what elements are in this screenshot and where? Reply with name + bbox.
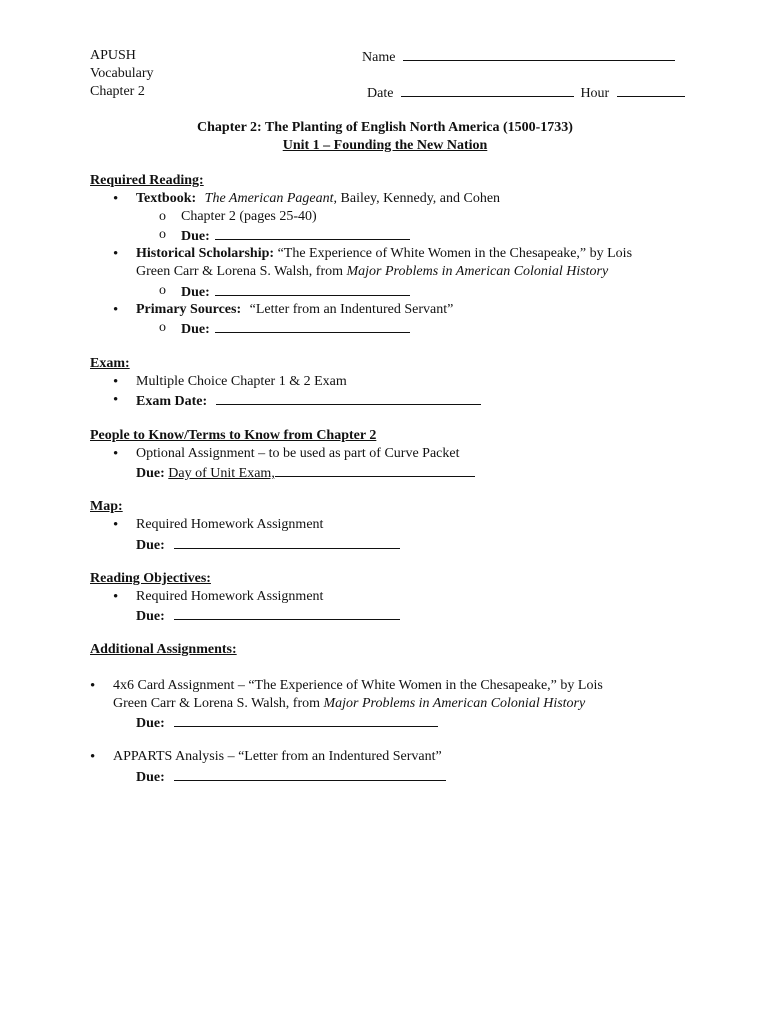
- due-blank: [174, 713, 438, 727]
- people-due: [136, 463, 475, 483]
- map-item: • Required Homework Assignment: [136, 516, 323, 534]
- due-blank: [174, 767, 446, 781]
- apparts-due: [136, 767, 446, 787]
- exam-item: • Multiple Choice Chapter 1 & 2 Exam: [136, 373, 347, 391]
- due-label: Due:: [136, 716, 165, 731]
- due-blank: [215, 319, 410, 333]
- due-label: Due:: [136, 770, 165, 785]
- exam-heading: Exam:: [90, 356, 130, 371]
- primary-due: [181, 319, 410, 339]
- primary-text: “Letter from an Indentured Servant”: [249, 302, 454, 317]
- due-blank: [174, 606, 400, 620]
- due-label: Due:: [136, 466, 165, 481]
- assignment-type: Vocabulary: [90, 66, 154, 81]
- name-label: Name: [362, 50, 396, 65]
- textbook-authors: , Bailey, Kennedy, and Cohen: [333, 191, 501, 206]
- people-item: • Optional Assignment – to be used as part of Curve Packet: [136, 445, 460, 463]
- card-assignment-line2: Green Carr & Lorena S. Walsh, from Major Problems in American Colonial History: [113, 696, 586, 711]
- date-field: [367, 83, 685, 103]
- due-blank: [174, 535, 400, 549]
- page-subtitle: Unit 1 – Founding the New Nation: [282, 138, 488, 153]
- map-due: [136, 535, 400, 555]
- due-blank: [275, 463, 475, 477]
- reading-objectives-due: [136, 606, 400, 626]
- additional-heading: Additional Assignments:: [90, 642, 237, 657]
- map-heading: Map:: [90, 499, 123, 514]
- chapter-label: Chapter 2: [90, 84, 145, 99]
- due-label: Due:: [136, 538, 165, 553]
- people-heading: People to Know/Terms to Know from Chapter 2: [90, 428, 377, 443]
- hour-blank: [617, 83, 685, 97]
- due-blank: [215, 226, 410, 240]
- date-blank: [401, 83, 574, 97]
- reading-objectives-item: • Required Homework Assignment: [136, 588, 323, 606]
- due-label: Due:: [181, 322, 210, 337]
- exam-date-label: Exam Date:: [136, 394, 208, 409]
- primary-sources-item: [136, 301, 453, 319]
- date-label: Date: [367, 86, 394, 101]
- scholarship-label: Historical Scholarship:: [136, 246, 275, 261]
- scholarship-line1: “The Experience of White Women in the Chesapeake,” by Lois: [277, 246, 633, 261]
- textbook-label: Textbook:: [136, 191, 197, 206]
- people-due-value: Day of Unit Exam,: [168, 466, 275, 481]
- exam-date-blank: [216, 391, 481, 405]
- due-blank: [215, 282, 410, 296]
- required-reading-heading: Required Reading:: [90, 173, 204, 188]
- scholarship-due: [181, 282, 410, 302]
- due-label: Due:: [136, 609, 165, 624]
- apparts-item: • APPARTS Analysis – “Letter from an Indentured Servant”: [113, 748, 442, 766]
- page-title: Chapter 2: The Planting of English North America (1500-1733): [197, 120, 573, 135]
- card-assignment-item: • 4x6 Card Assignment – “The Experience of White Women in the Chesapeake,” by Lois: [113, 677, 603, 695]
- name-blank: [403, 47, 675, 61]
- textbook-title: The American Pageant: [204, 191, 334, 206]
- exam-date-item: [136, 391, 481, 411]
- due-label: Due:: [181, 285, 210, 300]
- textbook-due: [181, 226, 410, 246]
- scholarship-item: [136, 245, 632, 263]
- due-label: Due:: [181, 229, 210, 244]
- card-source: Major Problems in American Colonial History: [323, 696, 586, 711]
- textbook-item: [136, 190, 500, 208]
- scholarship-line2: Green Carr & Lorena S. Walsh, from Major Problems in American Colonial History: [136, 264, 609, 279]
- primary-label: Primary Sources:: [136, 302, 242, 317]
- scholarship-source: Major Problems in American Colonial History: [346, 264, 609, 279]
- name-field: [362, 47, 675, 67]
- chapter-pages: o Chapter 2 (pages 25-40): [181, 208, 317, 226]
- course-label: APUSH: [90, 48, 136, 63]
- hour-label: Hour: [580, 86, 610, 101]
- card-due: [136, 713, 438, 733]
- reading-objectives-heading: Reading Objectives:: [90, 571, 211, 586]
